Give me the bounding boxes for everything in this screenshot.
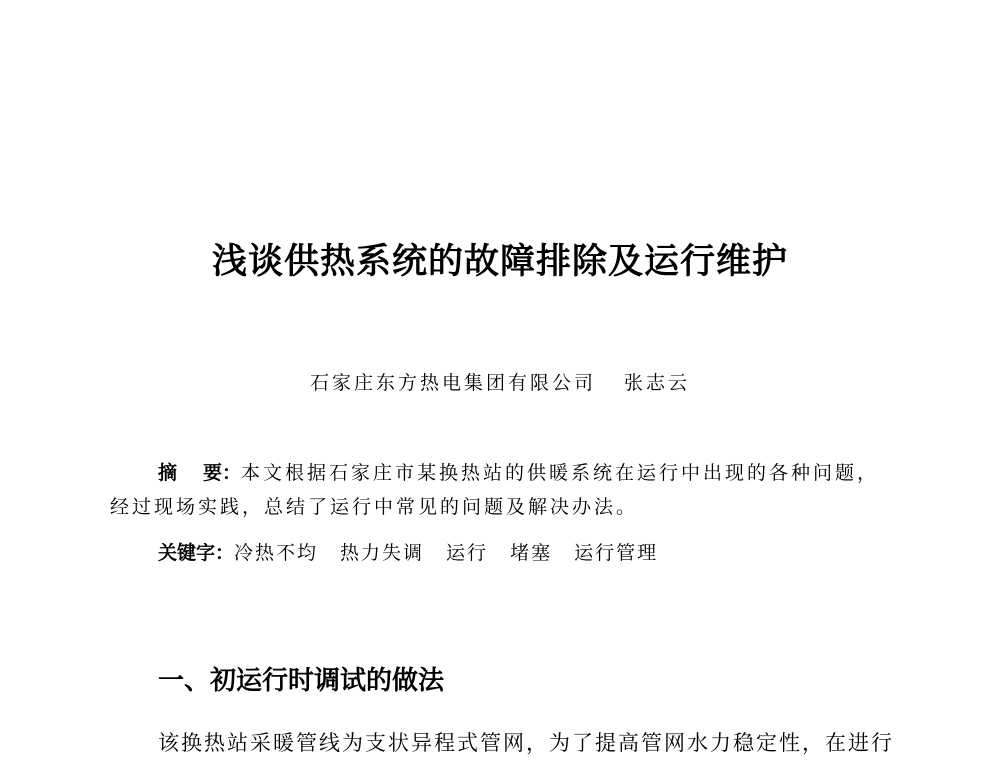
section-heading: 一、初运行时调试的做法: [158, 666, 445, 696]
paper-title: 浅谈供热系统的故障排除及运行维护: [211, 241, 788, 282]
abstract: [110, 456, 890, 524]
keywords-label: 关键字：: [158, 542, 235, 564]
keyword-item: 堵塞: [510, 542, 553, 564]
author-line: [0, 370, 1000, 396]
abstract-label: [158, 462, 241, 484]
keyword-item: 热力失调: [340, 542, 425, 564]
abstract-label-part1: 摘: [158, 462, 178, 484]
abstract-text: 本文根据石家庄市某换热站的供暖系统在运行中出现的各种问题，经过现场实践，总结了运行中常见的问题及解决办法。: [110, 462, 880, 518]
body-paragraph: 该换热站采暖管线为支状异程式管网，为了提高管网水力稳定性，在进行: [158, 731, 894, 755]
affiliation: 石家庄东方热电集团有限公司: [309, 372, 596, 394]
keyword-item: 运行管理: [574, 542, 659, 564]
abstract-label-part2: 要：: [203, 462, 242, 484]
keywords: [158, 538, 898, 568]
keyword-item: 冷热不均: [234, 542, 319, 564]
author-name: 张志云: [624, 372, 691, 394]
keyword-item: 运行: [446, 542, 489, 564]
